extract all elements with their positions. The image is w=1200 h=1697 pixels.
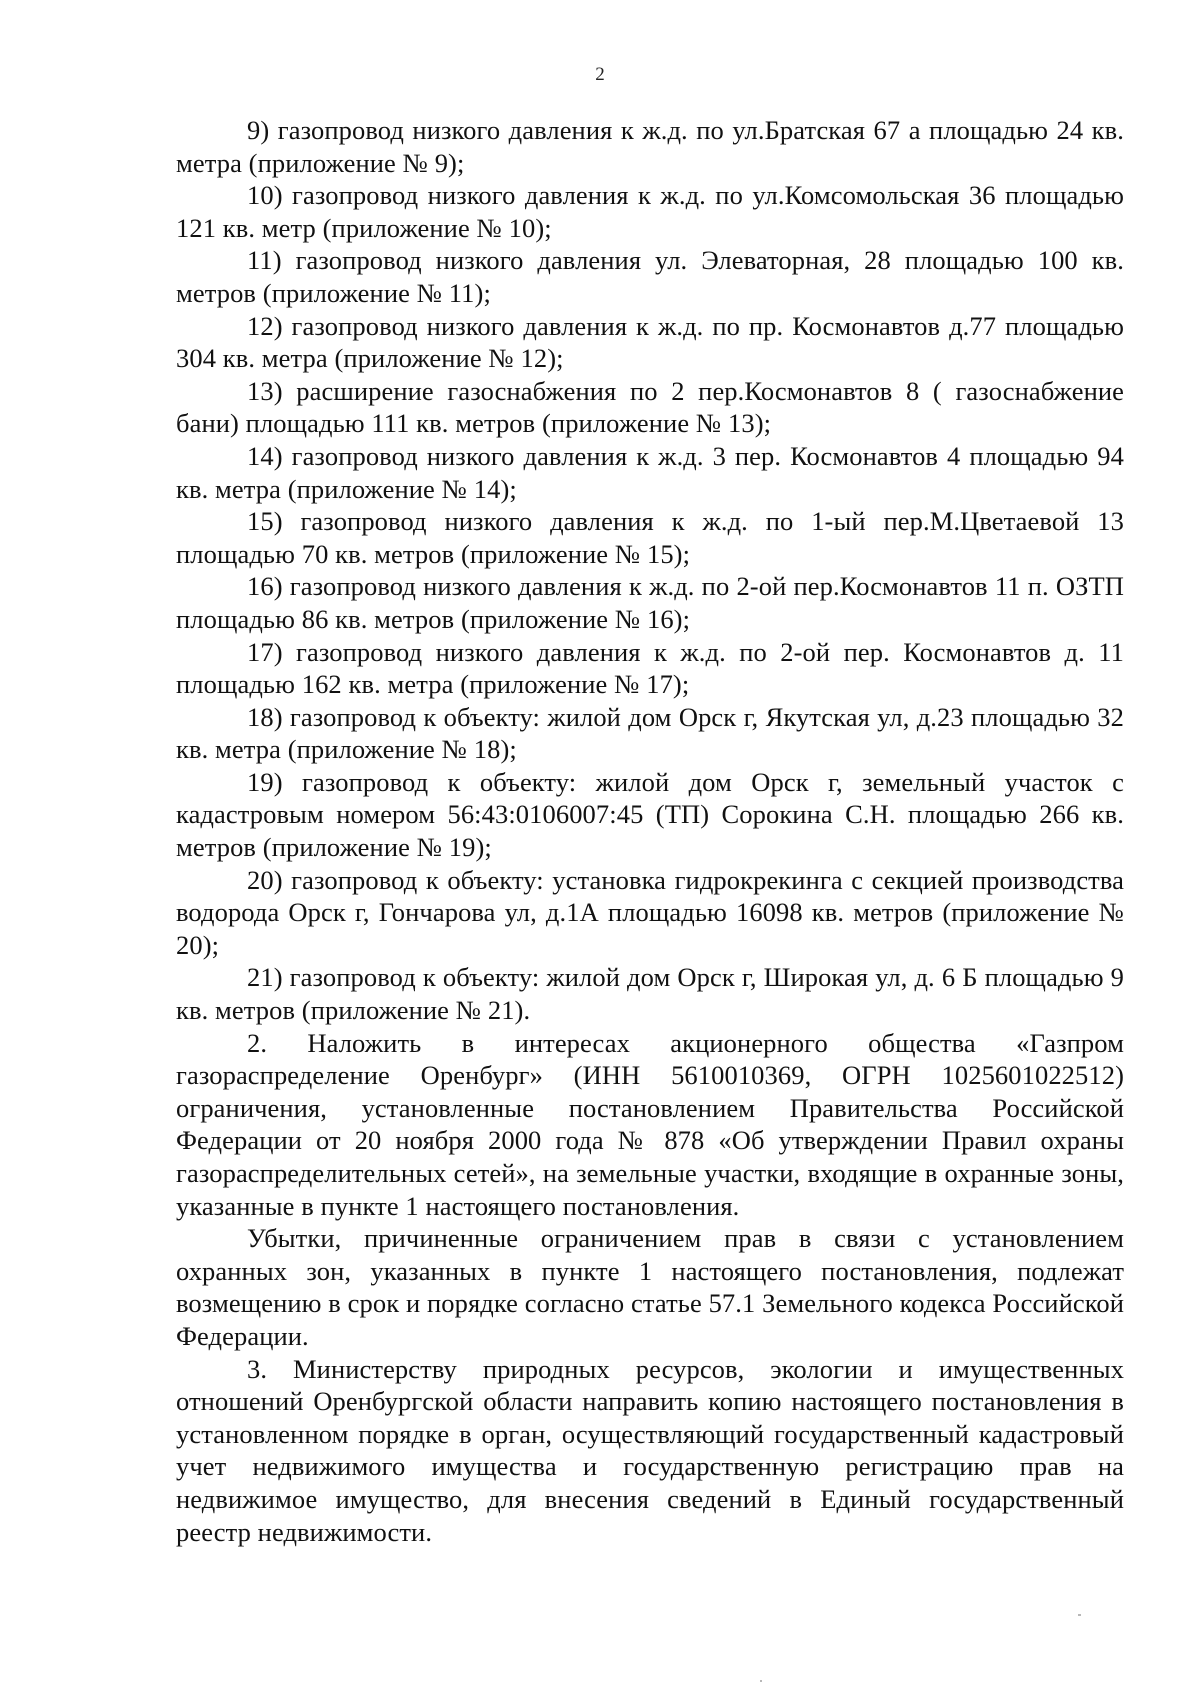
list-item-18: 18) газопровод к объекту: жилой дом Орск г, Якутская ул, д.23 площадью 32 кв. метра (приложение № 18); <box>176 701 1124 765</box>
list-item-17: 17) газопровод низкого давления к ж.д. по 2-ой пер. Космонавтов д. 11 площадью 162 кв. метра (приложение № 17); <box>176 636 1124 700</box>
list-item-21: 21) газопровод к объекту: жилой дом Орск г, Широкая ул, д. 6 Б площадью 9 кв. метров (приложение № 21). <box>176 962 1124 1026</box>
clause-2-losses: Убытки, причиненные ограничением прав в связи с установлением охранных зон, указанных в пункте 1 настоящего постановления, подлежат возмещению в срок и порядке согласно статье 57.1 Земельного кодекса Российской Федерации. <box>176 1223 1124 1351</box>
list-item-14: 14) газопровод низкого давления к ж.д. 3 пер. Космонавтов 4 площадью 94 кв. метра (приложение № 14); <box>176 440 1124 504</box>
list-item-9: 9) газопровод низкого давления к ж.д. по ул.Братская 67 а площадью 24 кв. метра (приложение № 9); <box>176 115 1124 178</box>
document-body <box>176 114 1124 1548</box>
scan-speck <box>760 1680 762 1682</box>
scan-speck <box>1078 1614 1081 1616</box>
list-item-15: 15) газопровод низкого давления к ж.д. по 1-ый пер.М.Цветаевой 13 площадью 70 кв. метров (приложение № 15); <box>176 506 1124 569</box>
clause-2: 2. Наложить в интересах акционерного общества «Газпром газораспределение Оренбург» (ИНН 5610010369, ОГРН 1025601022512) ограничения, установленные постановлением Правительства Российской Федерации от 20 ноября 2000 года № 878 «Об утверждении Правил охраны газораспределительных сетей», на земельные участки, входящие в охранные зоны, указанные в пункте 1 настоящего постановления. <box>176 1027 1124 1221</box>
list-item-13: 13) расширение газоснабжения по 2 пер.Космонавтов 8 ( газоснабжение бани) площадью 111 кв. метров (приложение № 13); <box>176 375 1124 439</box>
page-number: 2 <box>595 64 605 85</box>
list-item-12: 12) газопровод низкого давления к ж.д. по пр. Космонавтов д.77 площадью 304 кв. метра (приложение № 12); <box>176 310 1124 374</box>
list-item-20: 20) газопровод к объекту: установка гидрокрекинга с секцией производства водорода Орск г, Гончарова ул, д.1А площадью 16098 кв. метров (приложение № 20); <box>176 864 1124 960</box>
list-item-10: 10) газопровод низкого давления к ж.д. по ул.Комсомольская 36 площадью 121 кв. метр (приложение № 10); <box>176 180 1124 243</box>
clause-3: 3. Министерству природных ресурсов, экологии и имущественных отношений Оренбургской области направить копию настоящего постановления в установленном порядке в орган, осуществляющий государственный кадастровый учет недвижимого имущества и государственную регистрацию прав на недвижимое имущество, для внесения сведений в Единый государственный реестр недвижимости. <box>176 1353 1124 1547</box>
list-item-11: 11) газопровод низкого давления ул. Элеваторная, 28 площадью 100 кв. метров (приложение № 11); <box>176 245 1124 308</box>
list-item-16: 16) газопровод низкого давления к ж.д. по 2-ой пер.Космонавтов 11 п. ОЗТП площадью 86 кв. метров (приложение № 16); <box>176 571 1124 634</box>
list-item-19: 19) газопровод к объекту: жилой дом Орск г, земельный участок с кадастровым номером 56:43:0106007:45 (ТП) Сорокина С.Н. площадью 266 кв. метров (приложение № 19); <box>176 766 1124 863</box>
